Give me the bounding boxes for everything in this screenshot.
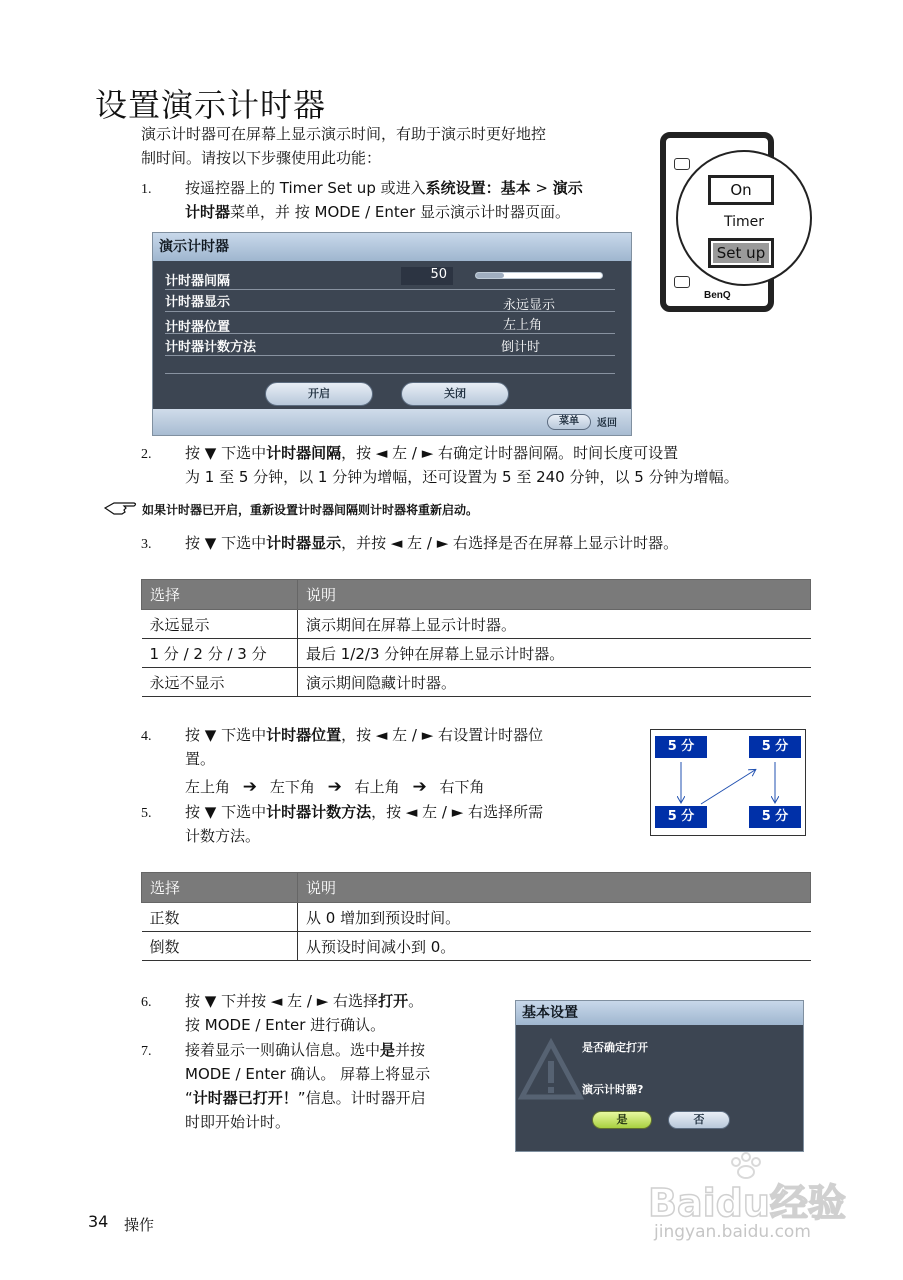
arrow-right-icon: ➔ <box>242 777 258 797</box>
intro-line-1: 演示计时器可在屏幕上显示演示时间，有助于演示时更好地控 <box>141 125 547 143</box>
dialog-line-1: 是否确定打开 <box>582 1041 648 1054</box>
remote-small-button-icon <box>674 158 690 170</box>
remote-setup-button: Set up <box>708 238 774 268</box>
osd-row-label: 计时器计数方法 <box>165 340 257 355</box>
table-header-cell: 选择 <box>142 873 298 903</box>
watermark-url: jingyan.baidu.com <box>654 1222 811 1242</box>
step-6-text <box>185 989 505 1037</box>
dialog-no-button[interactable]: 否 <box>668 1111 730 1129</box>
step-3-text <box>185 531 825 555</box>
table-header-cell: 选择 <box>142 580 298 610</box>
osd-row-value: 左上角 <box>503 318 543 333</box>
timer-tag-top-right: 5 分 <box>749 736 801 758</box>
table-row <box>142 903 811 932</box>
osd-row-interval[interactable] <box>165 267 615 290</box>
remote-small-button-icon <box>674 276 690 288</box>
arrow-right-icon: ➔ <box>412 777 427 797</box>
table-cell: 倒数 <box>142 932 298 961</box>
step-7-line-4: 时即开始计时。 <box>185 1113 291 1131</box>
dialog-yes-button[interactable]: 是 <box>592 1111 652 1129</box>
step-6-line-2: 按 MODE / Enter 进行确认。 <box>185 1016 386 1034</box>
watermark-brand: Baidu经验 <box>648 1181 846 1225</box>
confirm-dialog <box>515 1000 804 1152</box>
step-7-text <box>185 1038 505 1134</box>
osd-interval-slider[interactable] <box>475 272 603 279</box>
sequence-item: 左上角 <box>185 778 231 796</box>
step-6-keys: 按 ▼ 下并按 ◄ 左 / ► 右 <box>185 992 349 1010</box>
step-4-line-2: 置。 <box>185 750 216 768</box>
step-5-line-2: 计数方法。 <box>185 827 261 845</box>
section-name: 操作 <box>124 1216 155 1234</box>
step-2-keys: ，按 ◄ 左 / ► 右 <box>341 444 454 462</box>
presentation-timer-osd <box>152 232 632 436</box>
table-header-row <box>142 873 811 903</box>
table-row <box>142 639 811 668</box>
step-4-number: 4. <box>141 729 152 744</box>
counting-method-table <box>141 872 811 961</box>
osd-off-button[interactable]: 关闭 <box>401 382 509 406</box>
step-5-text-b: 选择所需 <box>483 803 544 821</box>
timer-tag-top-left: 5 分 <box>655 736 707 758</box>
osd-title: 演示计时器 <box>153 233 631 261</box>
sequence-item: 右上角 <box>354 778 400 796</box>
step-4-text <box>185 723 635 771</box>
step-6-item: 打开 <box>378 992 409 1010</box>
step-7-text-a: 接着显示一则确认信息。选中 <box>185 1041 381 1059</box>
table-cell: 永远显示 <box>142 610 298 639</box>
sequence-item: 左下角 <box>269 778 315 796</box>
step-6-number: 6. <box>141 995 152 1010</box>
step-4-keys: ，按 ◄ 左 / ► 右 <box>341 726 454 744</box>
step-3-text-b: 选择是否在屏幕上显示计时器。 <box>468 534 679 552</box>
timer-tag-bottom-left: 5 分 <box>655 806 707 828</box>
step-2-item: 计时器间隔 <box>266 444 342 462</box>
step-2-line-2: 为 1 至 5 分钟，以 1 分钟为增幅，还可设置为 5 至 240 分钟，以 5 分钟为增幅。 <box>185 468 739 486</box>
osd-footer <box>153 409 631 435</box>
step-1-text <box>185 176 635 224</box>
table-cell: 最后 1/2/3 分钟在屏幕上显示计时器。 <box>298 639 811 668</box>
step-1-menu-path-2: 演示 <box>552 179 583 197</box>
table-row <box>142 932 811 961</box>
table-cell: 正数 <box>142 903 298 932</box>
remote-timer-label: Timer <box>724 214 765 230</box>
step-4-text-b: 设置计时器位 <box>453 726 544 744</box>
table-cell: 从 0 增加到预设时间。 <box>298 903 811 932</box>
osd-on-button[interactable]: 开启 <box>265 382 373 406</box>
osd-back-label: 返回 <box>597 418 617 429</box>
osd-row-label: 计时器位置 <box>165 320 231 335</box>
table-header-cell: 说明 <box>298 580 811 610</box>
step-5-text <box>185 800 645 848</box>
step-1-text-b: 菜单，并 按 MODE / Enter 显示演示计时器页面。 <box>230 203 570 221</box>
remote-brand-logo: BenQ <box>704 290 731 301</box>
step-7-message: 计时器已打开！ <box>192 1089 298 1107</box>
osd-slider-fill <box>476 273 504 278</box>
step-1-number: 1. <box>141 182 152 197</box>
arrow-right-icon: ➔ <box>327 777 342 797</box>
intro-line-2: 制时间。请按以下步骤使用此功能： <box>141 149 382 167</box>
dialog-title: 基本设置 <box>516 1001 803 1025</box>
step-3-keys: ，并按 ◄ 左 / ► 右 <box>341 534 469 552</box>
step-5-number: 5. <box>141 806 152 821</box>
osd-row-value: 倒计时 <box>501 340 541 355</box>
table-row <box>142 610 811 639</box>
sequence-item: 右下角 <box>439 778 485 796</box>
osd-divider <box>165 373 615 374</box>
osd-menu-button[interactable]: 菜单 <box>547 414 591 430</box>
diagram-arrows-icon <box>651 730 805 835</box>
table-header-row <box>142 580 811 610</box>
step-2-text-a: 按 ▼ 下选中 <box>185 444 267 462</box>
step-1-sep: > <box>530 179 553 197</box>
step-7-line-2: MODE / Enter 确认。 屏幕上将显示 <box>185 1065 431 1083</box>
step-4-item: 计时器位置 <box>266 726 342 744</box>
table-cell: 演示期间隐藏计时器。 <box>298 668 811 697</box>
osd-row-position[interactable] <box>165 311 615 334</box>
step-7-text-b: 并按 <box>395 1041 426 1059</box>
pointing-hand-icon <box>104 500 138 516</box>
step-5-text-a: 按 ▼ 下选中 <box>185 803 267 821</box>
step-6-text-b: 。 <box>408 992 424 1010</box>
step-1-menu-path: 系统设置：基本 <box>425 179 531 197</box>
step-1-menu-path-3: 计时器 <box>185 203 231 221</box>
step-7-number: 7. <box>141 1044 152 1059</box>
table-header-cell: 说明 <box>298 873 811 903</box>
table-cell: 从预设时间减小到 0。 <box>298 932 811 961</box>
osd-row-display[interactable] <box>165 289 615 312</box>
osd-row-label: 计时器间隔 <box>165 274 231 289</box>
baidu-watermark <box>648 1152 848 1252</box>
step-3-text-a: 按 ▼ 下选中 <box>185 534 267 552</box>
remote-on-button: On <box>708 175 774 205</box>
table-cell: 1 分 / 2 分 / 3 分 <box>142 639 298 668</box>
osd-row-label: 计时器显示 <box>165 295 231 310</box>
step-7-text-c: ”信息。计时器开启 <box>297 1089 426 1107</box>
table-row <box>142 668 811 697</box>
warning-icon <box>518 1037 584 1103</box>
step-4-text-a: 按 ▼ 下选中 <box>185 726 267 744</box>
step-2-text <box>185 441 825 489</box>
step-1-text-a: 按遥控器上的 Timer Set up 或进入 <box>185 179 426 197</box>
timer-tag-bottom-right: 5 分 <box>749 806 801 828</box>
page-number: 34 <box>88 1212 109 1231</box>
table-cell: 永远不显示 <box>142 668 298 697</box>
timer-display-table <box>141 579 811 697</box>
step-2-text-b: 确定计时器间隔。时间长度可设置 <box>453 444 679 462</box>
step-6-text-a: 选择 <box>348 992 379 1010</box>
table-cell: 演示期间在屏幕上显示计时器。 <box>298 610 811 639</box>
position-sequence <box>185 775 485 799</box>
step-5-keys: ，按 ◄ 左 / ► 右 <box>371 803 484 821</box>
intro-paragraph <box>141 122 546 170</box>
osd-row-counting[interactable] <box>165 333 615 356</box>
page-title: 设置演示计时器 <box>95 86 327 124</box>
step-3-item: 计时器显示 <box>266 534 342 552</box>
osd-row-value: 永远显示 <box>503 298 556 313</box>
step-7-item: 是 <box>380 1041 396 1059</box>
dialog-line-2: 演示计时器? <box>582 1083 644 1096</box>
step-5-item: 计时器计数方法 <box>266 803 372 821</box>
step-3-number: 3. <box>141 537 152 552</box>
note-text: 如果计时器已开启，重新设置计时器间隔则计时器将重新启动。 <box>142 503 479 517</box>
osd-interval-value: 50 <box>401 267 453 285</box>
timer-position-diagram <box>650 729 806 836</box>
step-2-number: 2. <box>141 447 152 462</box>
step-7-quote-open: “ <box>185 1089 193 1107</box>
